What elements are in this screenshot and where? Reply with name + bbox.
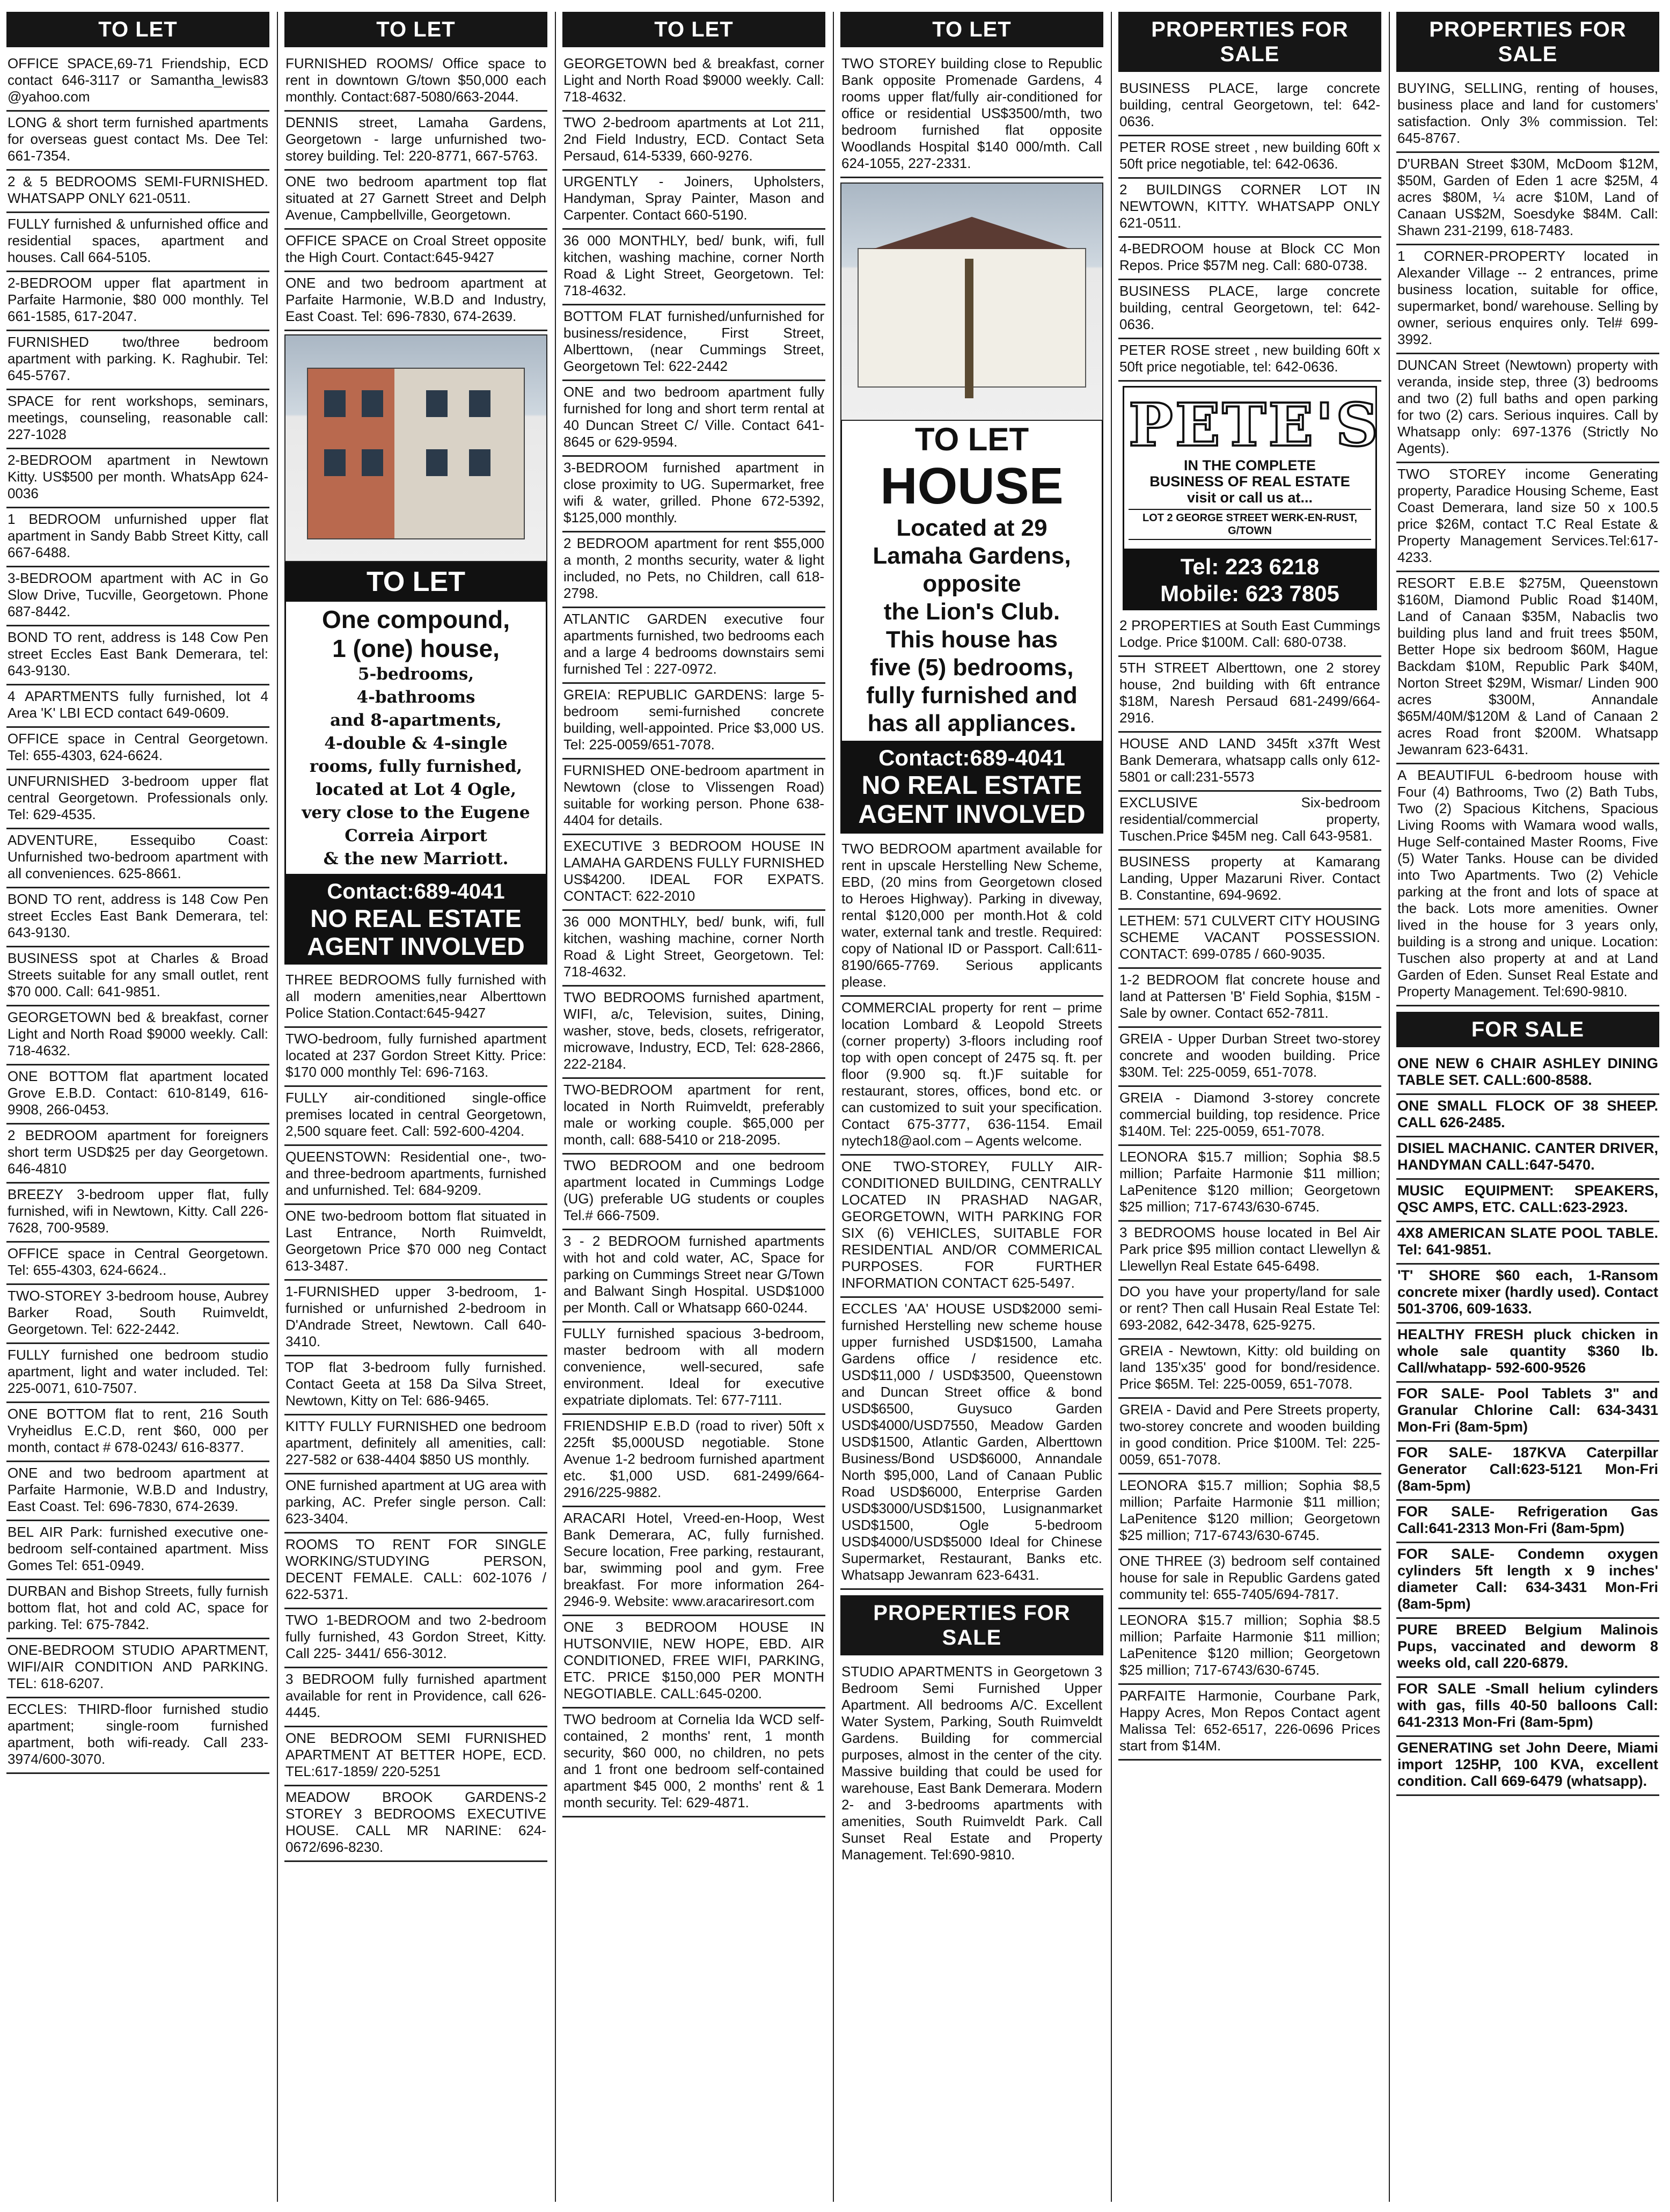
classified-ad: EXCLUSIVE Six-bedroom residential/commercial property, Tuschen.Price $45M neg. Call 643-9581. [1118,792,1381,851]
classified-ad: 2 PROPERTIES at South East Cummings Lodge. Price $100M. Call: 680-0738. [1118,615,1381,657]
classified-ad: DISIEL MACHANIC. CANTER DRIVER, HANDYMAN CALL:647-5470. [1396,1137,1659,1180]
classified-ad: 2 BUILDINGS CORNER LOT IN NEWTOWN, KITTY. WHATSAPP ONLY 621-0511. [1118,179,1381,238]
classified-ad: TOP flat 3-bedroom fully furnished. Contact Geeta at 158 Da Silva Street, Newtown, Kitty on Tel: 686-9465. [284,1356,547,1415]
ad-studio-apartments: STUDIO APARTMENTS in Georgetown 3 Bedroom Semi Furnished Upper Apartment. All bedrooms A/C. Excellent Water System, Parking, South Ruimveldt Gardens. Building for commercial purposes, almost in the center of the city. Massive building that could be used for warehouse, East Bank Demerara. Modern 2- and 3-bedrooms apartments with amenities, South Ruimveldt Park. Call Sunset Real Estate and Property Management. Tel:690-9810. [841,1663,1102,1863]
classified-ad: ECCLES: THIRD-floor furnished studio apartment; single-room furnished apartment, both wifi-ready. Call 233-3974/600-3070. [6,1698,269,1774]
classified-ad: TWO STOREY income Generating property, Paradice Housing Scheme, East Coast Demerara, land size 50 x 100.5 price $26M, contact T.C Real Estate & Property Management Services.Tel:617-4233. [1396,463,1659,572]
classified-ad: FULLY furnished spacious 3-bedroom, master bedroom with all modern convenience, well-secured, safe environment. Ideal for executive expatriate diplomats. Tel: 677-7111. [562,1323,825,1415]
classified-ad: TWO-STOREY 3-bedroom house, Aubrey Barker Road, South Ruimveldt, Georgetown. Tel: 622-2442. [6,1285,269,1344]
classified-ad: 2 BEDROOM apartment for foreigners short term USD$25 per day Georgetown. 646-4810 [6,1125,269,1184]
building-image [307,368,525,539]
classified-ad: 3 - 2 BEDROOM furnished apartments with hot and cold water, AC, Space for parking on Cummings Street near G/Town and Balwant Singh Hospital. USD$1000 per Month. Call or Whatsapp 660-0244. [562,1230,825,1323]
classified-ad: OFFICE SPACE on Croal Street opposite the High Court. Contact:645-9427 [284,230,547,272]
classified-ad: 3-BEDROOM apartment with AC in Go Slow Drive, Tucville, Georgetown. Phone 687-8442. [6,567,269,626]
classified-ad: BUSINESS spot at Charles & Broad Streets suitable for any small outlet, rent $70 000. Call: 641-9851. [6,947,269,1006]
column-3-ads [562,53,825,1817]
classified-ad: 2 BEDROOM apartment for rent $55,000 a month, 2 months security, water & light included, no Pets, no Children, call 618-2798. [562,532,825,608]
ad-two-storey: TWO STOREY building close to Republic Bank opposite Promenade Gardens, 4 rooms upper flat/fully air-conditioned for office or residential US$3500/mth, two bedroom furnished flat opposite Woodlands Hospital $140 000/mth. Call 624-1055, 227-2331. [840,53,1103,178]
column-6-sale-header: FOR SALE [1396,1012,1659,1047]
classified-ad: EXECUTIVE 3 BEDROOM HOUSE IN LAMAHA GARDENS FULLY FURNISHED US$4200. IDEAL FOR EXPATS. CONTACT: 622-2010 [562,835,825,911]
classified-ad: FRIENDSHIP E.B.D (road to river) 50ft x 225ft $5,000USD negotiable. Stone Avenue 1-2 bedroom furnished apartment etc. $1,000 USD. 681-2499/664-2916/225-9882. [562,1415,825,1507]
classified-ad: PETER ROSE street , new building 60ft x 50ft price negotiable, tel: 642-0636. [1118,136,1381,179]
classified-ad: GREIA: REPUBLIC GARDENS: large 5-bedroom semi-furnished concrete building, well-appointed. Price $3,000 US. Tel: 225-0059/651-7078. [562,684,825,760]
box-line: opposite [922,571,1021,597]
classified-ad: MUSIC EQUIPMENT: SPEAKERS, QSC AMPS, ETC. CALL:623-2923. [1396,1180,1659,1222]
house-photo [840,182,1103,421]
classified-ad: OFFICE space in Central Georgetown. Tel: 655-4303, 624-6624. [6,728,269,770]
classified-ad: LETHEM: 571 CULVERT CITY HOUSING SCHEME VACANT POSSESSION. CONTACT: 699-0785 / 660-9035. [1118,910,1381,969]
column-6-header: PROPERTIES FOR SALE [1396,12,1659,72]
house-box-title: TO LET [914,421,1029,457]
classified-ad: TWO 1-BEDROOM and two 2-bedroom fully furnished, 43 Gordon Street, Kitty. Call 225- 3441/ 656-3012. [284,1609,547,1668]
box-line: One compound, [321,605,510,633]
classified-ad: ONE 3 BEDROOM HOUSE IN HUTSONVIIE, NEW HOPE, EBD. AIR CONDITIONED, FREE WIFI, PARKING, ETC. PRICE $150,000 PER MONTH NEGOTIABLE. CALL:645-0200. [562,1616,825,1709]
box-line: Located at 29 [896,515,1048,541]
column-3-header: TO LET [562,12,825,47]
column-2-ads-top [284,53,547,331]
column-5-ads-top [1118,77,1381,382]
classified-ad: 3-BEDROOM furnished apartment in close proximity to UG. Supermarket, free wifi & water, grilled. Phone 672-5392, $125,000 monthly. [562,457,825,532]
classified-ad: ONE furnished apartment at UG area with parking, AC. Prefer single person. Call: 623-3404. [284,1474,547,1534]
classified-ad: TWO BEDROOMS furnished apartment, WIFI, a/c, Television, suites, Dining, washer, stove, beds, closets, refrigerator, microwave, Industry, ECD, Tel: 628-2866, 222-2184. [562,987,825,1079]
petes-tel: Tel: 223 6218 [1123,550,1377,580]
house-box [840,421,1103,742]
column-5-header: PROPERTIES FOR SALE [1118,12,1381,72]
column-divider [277,12,278,2202]
box-line: has all appliances. [867,710,1076,736]
column-divider [555,12,556,2202]
column-4 [840,12,1103,2202]
classified-ad: GREIA - David and Pere Streets property, two-storey concrete and wooden building in good condition. Price $100M. Tel: 225-0059, 651-7078. [1118,1399,1381,1474]
compound-box-title: TO LET [284,562,547,602]
compound-note: NO REAL ESTATE AGENT INVOLVED [284,904,547,965]
classified-ad: 36 000 MONTHLY, bed/ bunk, wifi, full kitchen, washing machine, corner North Road & Light Street, Georgetown. Tel: 718-4632. [562,230,825,305]
classified-ad: 1 BEDROOM unfurnished upper flat apartment in Sandy Babb Street Kitty, call 667-6488. [6,508,269,567]
classified-ad: GEORGETOWN bed & breakfast, corner Light and North Road $9000 weekly. Call: 718-4632. [6,1006,269,1065]
classified-ad: ADVENTURE, Essequibo Coast: Unfurnished two-bedroom apartment with all conveniences. 625-8661. [6,829,269,888]
classified-ad: LONG & short term furnished apartments for overseas guest contact Ms. Dee Tel: 661-7354. [6,112,269,171]
classified-ad: GENERATING set John Deere, Miami import 125HP, 100 KVA, excellent condition. Call 669-6479 (whatsapp). [1396,1737,1659,1796]
box-line: Correia Airport [345,826,487,845]
column-divider [1389,12,1390,2202]
classified-ad: FULLY air-conditioned single-office premises located in central Georgetown, 2,500 square feet. Call: 592-600-4204. [284,1087,547,1146]
house-note: NO REAL ESTATE AGENT INVOLVED [840,771,1103,834]
house-box-heading: HOUSE [880,457,1064,515]
classified-ad: ONE and two bedroom apartment at Parfaite Harmonie, W.B.D and Industry, East Coast. Tel: 696-7830, 674-2639. [6,1462,269,1521]
classified-ad: FOR SALE -Small helium cylinders with gas, fills 40-50 balloons Call: 641-2313 Mon-Fri (8am-5pm) [1396,1678,1659,1737]
classified-ad: FULLY furnished & unfurnished office and residential spaces, apartment and houses. Call 664-5105. [6,213,269,272]
box-line: and 8-apartments, [330,711,502,730]
classified-ad: 2 & 5 BEDROOMS SEMI-FURNISHED. WHATSAPP ONLY 621-0511. [6,171,269,213]
classified-ad: ONE BOTTOM flat to rent, 216 South Vryheidlus E.C.D, rent $60, 000 per month, contact # 678-0243/ 616-8377. [6,1403,269,1462]
classified-ad: ONE two-bedroom bottom flat situated in Last Entrance, North Ruimveldt, Georgetown Price $70 000 neg Contact 613-3487. [284,1205,547,1281]
column-1 [6,12,269,2202]
classified-ad: SPACE for rent workshops, seminars, meetings, counseling, reasonable call: 227-1028 [6,390,269,449]
column-2-header: TO LET [284,12,547,47]
classified-ad: DURBAN and Bishop Streets, fully furnish bottom flat, hot and cold AC, space for parking. Tel: 675-7842. [6,1580,269,1639]
compound-box [284,602,547,875]
classified-ad: 4 APARTMENTS fully furnished, lot 4 Area 'K' LBI ECD contact 649-0609. [6,685,269,728]
classified-ad: BUSINESS PLACE, large concrete building, central Georgetown, tel: 642-0636. [1118,280,1381,339]
column-6 [1396,12,1659,2202]
classified-ad: FURNISHED ONE-bedroom apartment in Newtown (close to Vlissengen Road) suitable for working person. Phone 638-4404 for details. [562,760,825,835]
box-line: located at Lot 4 Ogle, [315,780,517,799]
classified-ad: ONE NEW 6 CHAIR ASHLEY DINING TABLE SET. CALL:600-8588. [1396,1053,1659,1095]
classified-ad: BOND TO rent, address is 148 Cow Pen street Eccles East Bank Demerara, tel: 643-9130. [6,626,269,685]
classified-ad: 3 BEDROOM fully furnished apartment available for rent in Providence, call 626-4445. [284,1668,547,1727]
classified-ad: OFFICE SPACE,69-71 Friendship, ECD contact 646-3117 or Samantha_lewis83 @yahoo.com [6,53,269,112]
classified-ad: LEONORA $15.7 million; Sophia $8,5 million; Parfaite Harmonie $11 million; LaPenitence $120 million; Georgetown $25 million; 717-6743/630-6745. [1118,1474,1381,1550]
classified-ad: ONE and two bedroom apartment fully furnished for long and short term rental at 40 Duncan Street C/ Ville. Contact 641-8645 or 629-9594. [562,381,825,457]
box-line: 4-double & 4-single [324,734,508,753]
classified-ad: BOTTOM FLAT furnished/unfurnished for business/residence, First Street, Alberttown, (near Cummings Street, Georgetown Tel: 622-2442 [562,305,825,381]
classified-ad: BEL AIR Park: furnished executive one-bedroom self-contained apartment. Miss Gomes Tel: 651-0949. [6,1521,269,1580]
classified-ad: HOUSE AND LAND 345ft x37ft West Bank Demerara, whatsapp calls only 612-5801 or call:231-5573 [1118,733,1381,792]
box-line: 4-bathrooms [356,688,475,707]
classified-ad: D'URBAN Street $30M, McDoom $12M, $50M, Garden of Eden 1 acre $25M, 4 acres $80M, ¼ acre $10M, Land of Canaan US$2M, Soesdyke $84M. Call: Shawn 231-2199, 618-7483. [1396,153,1659,245]
classified-ad: 1 CORNER-PROPERTY located in Alexander Village -- 2 entrances, prime business location, suitable for office, supermarket, bond/ warehouse. Selling by owner, serious enquires only. Tel# 699-3992. [1396,245,1659,354]
column-2-ads-bottom [284,969,547,1862]
classified-ad: PETER ROSE street , new building 60ft x 50ft price negotiable, tel: 642-0636. [1118,339,1381,382]
classified-ad: 4-BEDROOM house at Block CC Mon Repos. Price $57M neg. Call: 680-0738. [1118,238,1381,280]
classified-ad: BOND TO rent, address is 148 Cow Pen street Eccles East Bank Demerara, tel: 643-9130. [6,888,269,947]
classified-ad: 36 000 MONTHLY, bed/ bunk, wifi, full kitchen, washing machine, corner North Road & Light Street, Georgetown. Tel: 718-4632. [562,911,825,987]
classified-ad: TWO BEDROOM apartment available for rent in upscale Herstelling New Scheme, EBD, (20 mins from Georgetown closed to Heroes Highway). Parking in diveway, rental $120,000 per month.Hot & cold water, external tank and trestle. Required: copy of National ID or Passport. Call:611-8190/665-7769. Serious applicants please. [840,838,1103,997]
column-6-ads [1396,77,1659,1006]
classified-ad: 2-BEDROOM apartment in Newtown Kitty. US$500 per month. WhatsApp 624-0036 [6,449,269,508]
classified-ad: 1-2 BEDROOM flat concrete house and land at Pattersen 'B' Field Sophia, $15M - Sale by owner. Contact 652-7811. [1118,969,1381,1028]
classified-ad: FOR SALE- Refrigeration Gas Call:641-2313 Mon-Fri (8am-5pm) [1396,1501,1659,1543]
box-line: five (5) bedrooms, [870,654,1074,681]
classified-ad: FULLY furnished one bedroom studio apartment, light and water included. Tel: 225-0071, 610-7507. [6,1344,269,1403]
classified-ad: GREIA - Diamond 3-storey concrete commercial building, top residence. Price $140M. Tel: 225-0059, 651-7078. [1118,1087,1381,1146]
classified-ad: TWO BEDROOM and one bedroom apartment located in Cummings Lodge (UG) preferable UG students or couples Tel.# 666-7509. [562,1155,825,1230]
classified-ad: DUNCAN Street (Newtown) property with veranda, inside step, three (3) bedrooms and two (2) full baths and open parking for two (2) cars. Serious inquires. Call by Whatsapp only: 697-1376 (Strictly No Agents). [1396,354,1659,463]
classified-ad: ONE BEDROOM SEMI FURNISHED APARTMENT AT BETTER HOPE, ECD. TEL:617-1859/ 220-5251 [284,1727,547,1786]
classified-ad: ONE two bedroom apartment top flat situated at 27 Garnett Street and Delph Avenue, Campbellville, Georgetown. [284,171,547,230]
column-3 [562,12,825,2202]
classified-ad: ROOMS TO RENT FOR SINGLE WORKING/STUDYING PERSON, DECENT FEMALE. CALL: 602-1076 / 622-5371. [284,1534,547,1609]
apartment-building-photo [284,334,547,562]
box-line: rooms, fully furnished, [309,757,523,776]
classified-ad: FOR SALE- 187KVA Caterpillar Generator Call:623-5121 Mon-Fri (8am-5pm) [1396,1442,1659,1501]
petes-real-estate-logo: PETE'S IN THE COMPLETE BUSINESS OF REAL ESTATE visit or call us at... LOT 2 GEORGE STREET WERK-EN-RUST, G/TOWN [1123,386,1377,550]
column-4-header: TO LET [840,12,1103,47]
petes-logo-mark: PETE'S [1129,390,1381,459]
column-1-ads [6,53,269,1774]
classified-ad: ONE SMALL FLOCK OF 38 SHEEP. CALL 626-2485. [1396,1095,1659,1137]
column-divider [833,12,834,2202]
classified-ad: PURE BREED Belgium Malinois Pups, vaccinated and deworm 8 weeks old, call 220-6879. [1396,1619,1659,1678]
box-line: 1 (one) house, [332,634,500,662]
classified-ad: 'T' SHORE $60 each, 1-Ransom concrete mixer (hardly used). Contact 501-3706, 609-1633. [1396,1265,1659,1324]
classified-ad: 5TH STREET Alberttown, one 2 storey house, 2nd building with 6ft entrance $18M, Naresh Persaud 681-2499/664-2916. [1118,657,1381,733]
classified-ad: ONE BOTTOM flat apartment located Grove E.B.D. Contact: 610-8149, 616-9908, 266-0453. [6,1065,269,1125]
classified-ad: QUEENSTOWN: Residential one-, two- and three-bedroom apartments, furnished and unfurnished. Tel: 684-9209. [284,1146,547,1205]
box-line: very close to the Eugene [302,803,530,822]
classified-ad: ATLANTIC GARDEN executive four apartments furnished, two bedrooms each and a large 4 bedrooms downstairs semi furnished Tel : 227-0972. [562,608,825,684]
box-line: This house has [885,626,1058,653]
classified-ad: LEONORA $15.7 million; Sophia $8.5 million; Parfaite Harmonie $11 million; LaPenitence $120 million; Georgetown $25 million; 717-6743/630-6745. [1118,1609,1381,1685]
classified-ad: ARACARI Hotel, Vreed-en-Hoop, West Bank Demerara, AC, fully furnished. Secure location, Free parking, restaurant, bar, swimming pool and gym. Free breakfast. For more information 264-2946-9. Website: www.aracariresort.com [562,1507,825,1616]
classified-ad: RESORT E.B.E $275M, Queenstown $160M, Diamond Public Road $140M, Land of Canaan $35M, Nabaclis two building plus land and fruit trees $50M, Better Hope six bedroom $60M, Hague Backdam $10M, Republic Park $40M, Norton Street $29M, Wismar/ Linden 900 acres $300M, Annandale $65M/40M/$120M & Land of Canaan 2 acres Road front $200M. Whatsapp Jewanram 623-6431. [1396,572,1659,764]
classified-ad: GREIA - Newtown, Kitty: old building on land 135'x35' good for bond/residence. Price $65M. Tel: 225-0059, 651-7078. [1118,1340,1381,1399]
classified-ad: KITTY FULLY FURNISHED one bedroom apartment, definitely all amenities, call: 227-582 or 638-4404 $850 US monthly. [284,1415,547,1474]
classified-ad: 3 BEDROOMS house located in Bel Air Park price $95 million contact Llewellyn & Llewellyn Real Estate 645-6498. [1118,1222,1381,1281]
classified-ad: BUSINESS PLACE, large concrete building, central Georgetown, tel: 642-0636. [1118,77,1381,136]
classified-ad: URGENTLY - Joiners, Upholsters, Handyman, Spray Painter, Mason and Carpenter. Contact 660-5190. [562,171,825,230]
classified-ad: ECCLES 'AA' HOUSE USD$2000 semi- furnished Herstelling new scheme house upper furnished USD$1500, Lamaha Gardens office / residence etc. USD$11,000 / USD$3500, Queenstown and Duncan Street office & bond USD$6500, Guysuco Garden USD$4000/USD7550, Meadow Garden USD$1500, Atlantic Garden, Alberttown Business/Bond USD$6000, Annandale North $95,000, Land of Canaan Public Road USD$6000, Enterprise Garden USD$3000/USD$1500, Lusignanmarket USD$1500, Ogle 5-bedroom USD$4000/USD$5000 Ideal for Chinese Supermarket, Restaurant, Banks etc. Whatsapp Jewanram 623-6431. [840,1298,1103,1590]
classified-ad: FOR SALE- Condemn oxygen cylinders 5ft length x 9 inches' diameter Call: 634-3431 Mon-Fri (8am-5pm) [1396,1543,1659,1619]
column-5 [1118,12,1381,2202]
box-line: 5-bedrooms, [357,665,474,684]
classified-ad: ONE and two bedroom apartment at Parfaite Harmonie, W.B.D and Industry, East Coast. Tel: 696-7830, 674-2639. [284,272,547,331]
classified-ad: GEORGETOWN bed & breakfast, corner Light and North Road $9000 weekly. Call: 718-4632. [562,53,825,112]
classified-ad: DO you have your property/land for sale or rent? Then call Husain Real Estate Tel: 693-2082, 642-3478, 625-9275. [1118,1281,1381,1340]
classified-ad: THREE BEDROOMS fully furnished with all modern amenities,near Alberttown Police Station.Contact:645-9427 [284,969,547,1028]
classified-ad: LEONORA $15.7 million; Sophia $8.5 million; Parfaite Harmonie $11 million; LaPenitence $120 million; Georgetown $25 million; 717-6743/630-6745. [1118,1146,1381,1222]
column-divider [1111,12,1112,2202]
classified-ad: PARFAITE Harmonie, Courbane Park, Happy Acres, Mon Repos Contact agent Malissa Tel: 652-6517, 226-0696 Prices start from $14M. [1118,1685,1381,1761]
classified-ad: A BEAUTIFUL 6-bedroom house with Four (4) Bathrooms, Two (2) Bath Tubs, Two (2) Spacious Kitchens, Spacious Living Rooms with Wamara wood walls, Huge Self-contained Master Rooms, Five (5) Water Tanks. House can be divided into Two Apartments. Two (2) Vehicle parking at the front and lots of space at the back. Lots more amenities. Owner lived in the house for 3 years only, building is a strong and unique. Location: Tuschen also property at and at Land Garden of Eden. Sunset Real Estate and Property Management. Tel:690-9810. [1396,764,1659,1006]
classified-ad: TWO bedroom at Cornelia Ida WCD self-contained, 2 months' rent, 1 month security, $60 000, no children, no pets and 1 front one bedroom self-contained apartment $45 000, 2 months' rent & 1 month security. Tel: 629-4871. [562,1709,825,1817]
compound-contact: Contact:689-4041 [284,875,547,904]
classified-ad: BREEZY 3-bedroom upper flat, fully furnished, wifi in Newtown, Kitty. Call 226-7628, 700-9589. [6,1184,269,1243]
petes-mobile: Mobile: 623 7805 [1123,580,1377,610]
classified-ad: FURNISHED two/three bedroom apartment with parking. K. Raghubir. Tel: 645-5767. [6,331,269,390]
classified-ad: DENNIS street, Lamaha Gardens, Georgetown - large unfurnished two-storey building. Tel: 220-8771, 667-5763. [284,112,547,171]
column-4-ads [840,838,1103,1590]
column-1-header: TO LET [6,12,269,47]
classified-ad: FURNISHED ROOMS/ Office space to rent in downtown G/town $50,000 each monthly. Contact:687-5080/663-2044. [284,53,547,112]
classified-ad: ONE TWO-STOREY, FULLY AIR-CONDITIONED BUILDING, CENTRALLY LOCATED IN PRASHAD NAGAR, GEORGETOWN, WITH PARKING FOR SIX (6) VEHICLES, SUITABLE FOR RESIDENTIAL AND/OR COMMERICAL PURPOSES. FOR FURTHER INFORMATION CONTACT 625-5497. [840,1156,1103,1298]
classified-ad: TWO-bedroom, fully furnished apartment located at 237 Gordon Street Kitty. Price: $170 000 monthly Tel: 696-7163. [284,1028,547,1087]
classified-ad: 2-BEDROOM upper flat apartment in Parfaite Harmonie, $80 000 monthly. Tel 661-1585, 617-2047. [6,272,269,331]
classified-ad: TWO-BEDROOM apartment for rent, located in North Ruimveldt, preferably male or working couple. $65,000 per month, call: 688-5410 or 218-2095. [562,1079,825,1155]
column-5-ads [1118,615,1381,1761]
box-line: Lamaha Gardens, [873,543,1071,569]
column-6-sale-ads [1396,1053,1659,1796]
box-line: the Lion's Club. [883,598,1060,625]
classified-ad: UNFURNISHED 3-bedroom upper flat central Georgetown. Professionals only. Tel: 629-4535. [6,770,269,829]
box-line: fully furnished and [866,682,1078,709]
classified-ad: BUYING, SELLING, renting of houses, business place and land for customers' satisfaction. Only 3% commission. Tel: 645-8767. [1396,77,1659,153]
house-contact: Contact:689-4041 [840,742,1103,771]
column-2 [284,12,547,2202]
classified-ad: GREIA - Upper Durban Street two-storey concrete and wooden building. Price $30M. Tel: 225-0059, 651-7078. [1118,1028,1381,1087]
classified-ad: 4X8 AMERICAN SLATE POOL TABLE. Tel: 641-9851. [1396,1222,1659,1265]
classified-ad: COMMERCIAL property for rent – prime location Lombard & Leopold Streets (corner property) 3-floors including roof top with open concept of 2475 sq. ft. per floor (9.900 sq. ft.)F suitable for restaurant, stores, offices, bond etc. or can customized to suit your specification. Contact 675-3777, 636-1154. Email nytech18@aol.com – Agents welcome. [840,997,1103,1156]
classified-ad: FOR SALE- Pool Tablets 3" and Granular Chlorine Call: 634-3431 Mon-Fri (8am-5pm) [1396,1383,1659,1442]
box-line: & the new Marriott. [323,849,509,868]
classified-ad: OFFICE space in Central Georgetown. Tel: 655-4303, 624-6624.. [6,1243,269,1285]
classified-ad: TWO 2-bedroom apartments at Lot 211, 2nd Field Industry, ECD. Contact Seta Persaud, 614-5339, 660-9276. [562,112,825,171]
classified-ad: ONE THREE (3) bedroom self contained house for sale in Republic Gardens gated community tel: 655-7405/694-7817. [1118,1550,1381,1609]
classified-ad: MEADOW BROOK GARDENS-2 STOREY 3 BEDROOMS EXECUTIVE HOUSE. CALL MR NARINE: 624-0672/696-8230. [284,1786,547,1862]
classified-ad: ONE-BEDROOM STUDIO APARTMENT, WIFI/AIR CONDITION AND PARKING. TEL: 618-6207. [6,1639,269,1698]
column-4-sale-header: PROPERTIES FOR SALE [840,1595,1103,1655]
classified-ad: 1-FURNISHED upper 3-bedroom, 1-furnished or unfurnished 2-bedroom in D'Andrade Street, Newtown. Call 640-3410. [284,1281,547,1356]
classified-ad: HEALTHY FRESH pluck chicken in whole sale quantity $360 lb. Call/whatapp- 592-600-9526 [1396,1324,1659,1383]
classified-ad: BUSINESS property at Kamarang Landing, Upper Mazaruni River. Contact B. Constantine, 694-9692. [1118,851,1381,910]
